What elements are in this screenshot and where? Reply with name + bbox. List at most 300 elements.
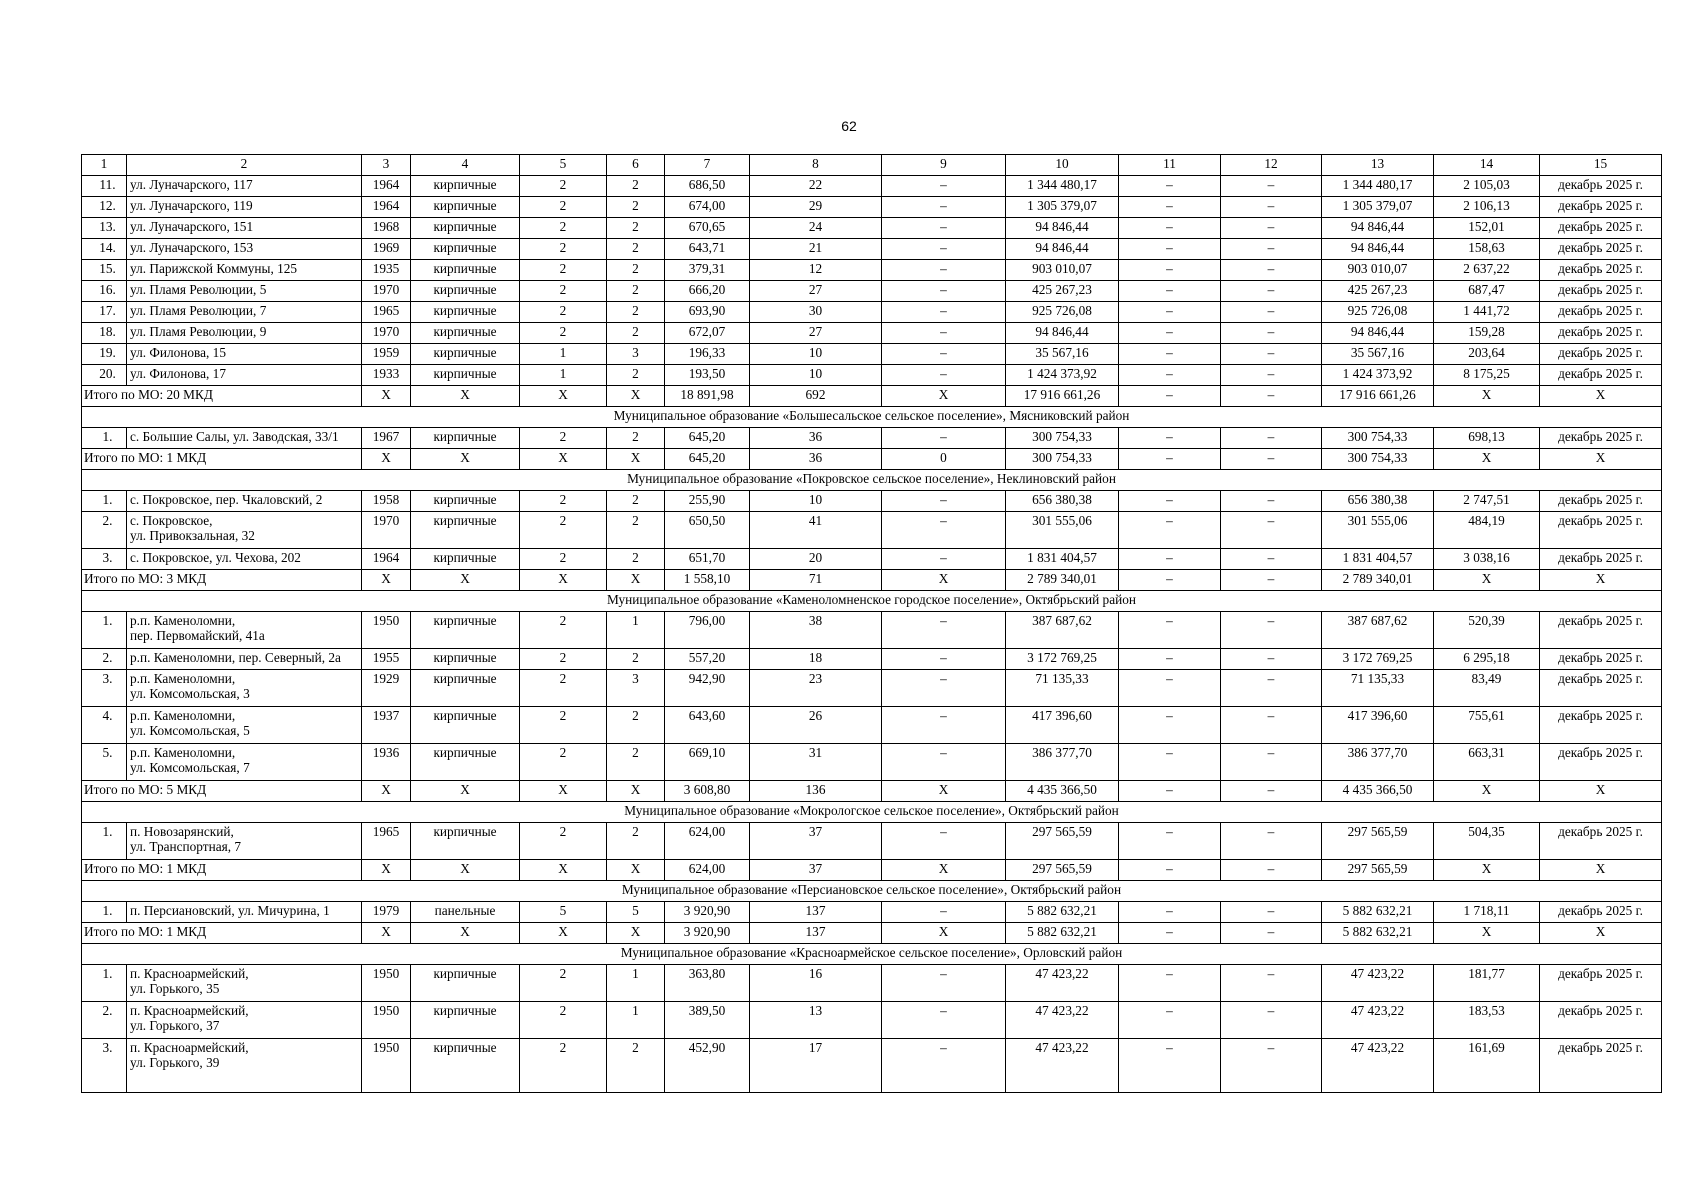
table-cell: 29 (750, 197, 882, 218)
address-cell: ул. Филонова, 17 (127, 365, 362, 386)
table-cell: 2 (520, 707, 607, 744)
table-cell: – (1221, 902, 1322, 923)
table-cell: 1950 (362, 1002, 411, 1039)
address-cell: р.п. Каменоломни, пер. Первомайский, 41а (127, 612, 362, 649)
table-cell: кирпичные (411, 281, 520, 302)
total-cell: X (520, 923, 607, 944)
table-cell: 1967 (362, 428, 411, 449)
total-label: Итого по МО: 1 МКД (82, 449, 362, 470)
total-cell: – (1119, 449, 1221, 470)
table-cell: декабрь 2025 г. (1540, 823, 1662, 860)
table-cell: 2 (520, 1039, 607, 1093)
table-cell: 1958 (362, 491, 411, 512)
table-cell: 417 396,60 (1006, 707, 1119, 744)
table-cell: 35 567,16 (1006, 344, 1119, 365)
total-cell: 1 558,10 (665, 570, 750, 591)
table-cell: 37 (750, 823, 882, 860)
table-cell: 624,00 (665, 823, 750, 860)
table-cell: 1979 (362, 902, 411, 923)
table-cell: 942,90 (665, 670, 750, 707)
table-cell: декабрь 2025 г. (1540, 744, 1662, 781)
table-cell: 484,19 (1434, 512, 1540, 549)
table-cell: декабрь 2025 г. (1540, 612, 1662, 649)
table-cell: – (1221, 670, 1322, 707)
table-cell: 23 (750, 670, 882, 707)
table-cell: 379,31 (665, 260, 750, 281)
column-number-cell: 3 (362, 155, 411, 176)
table-cell: – (1119, 612, 1221, 649)
table-cell: кирпичные (411, 491, 520, 512)
table-cell: 651,70 (665, 549, 750, 570)
table-cell: – (1221, 260, 1322, 281)
section-row (82, 944, 1662, 965)
table-cell: – (882, 512, 1006, 549)
table-body (82, 155, 1662, 1093)
table-cell: 1970 (362, 512, 411, 549)
table-cell: декабрь 2025 г. (1540, 302, 1662, 323)
table-cell: 1 344 480,17 (1006, 176, 1119, 197)
table-cell: кирпичные (411, 1039, 520, 1093)
table-row (82, 218, 1662, 239)
table-cell: 363,80 (665, 965, 750, 1002)
total-cell: X (411, 386, 520, 407)
row-number: 17. (82, 302, 127, 323)
total-cell: X (607, 781, 665, 802)
table-cell: – (882, 323, 1006, 344)
column-number-cell: 4 (411, 155, 520, 176)
column-number-cell: 1 (82, 155, 127, 176)
table-cell: 686,50 (665, 176, 750, 197)
table-row (82, 707, 1662, 744)
total-cell: X (362, 449, 411, 470)
table-cell: декабрь 2025 г. (1540, 323, 1662, 344)
table-row (82, 902, 1662, 923)
total-cell: X (882, 570, 1006, 591)
table-cell: 1965 (362, 302, 411, 323)
table-cell: 669,10 (665, 744, 750, 781)
table-cell: 386 377,70 (1322, 744, 1434, 781)
table-cell: 656 380,38 (1322, 491, 1434, 512)
total-cell: 5 882 632,21 (1322, 923, 1434, 944)
table-cell: 425 267,23 (1006, 281, 1119, 302)
table-cell: 47 423,22 (1006, 965, 1119, 1002)
table-cell: 300 754,33 (1006, 428, 1119, 449)
total-cell: X (1540, 923, 1662, 944)
section-row (82, 470, 1662, 491)
table-cell: кирпичные (411, 218, 520, 239)
total-cell: X (520, 781, 607, 802)
table-cell: 10 (750, 344, 882, 365)
table-cell: кирпичные (411, 649, 520, 670)
total-cell: 17 916 661,26 (1006, 386, 1119, 407)
table-cell: 387 687,62 (1006, 612, 1119, 649)
total-cell: X (1434, 781, 1540, 802)
total-cell: X (1434, 570, 1540, 591)
total-cell: X (362, 923, 411, 944)
table-cell: – (882, 260, 1006, 281)
total-cell: X (882, 781, 1006, 802)
table-cell: 2 (607, 823, 665, 860)
table-cell: 20 (750, 549, 882, 570)
total-cell: X (362, 570, 411, 591)
total-row (82, 860, 1662, 881)
total-cell: 71 (750, 570, 882, 591)
table-cell: 2 (607, 428, 665, 449)
table-cell: 301 555,06 (1322, 512, 1434, 549)
table-cell: 31 (750, 744, 882, 781)
housing-registry-table (81, 154, 1662, 1093)
table-cell: кирпичные (411, 612, 520, 649)
table-cell: 18 (750, 649, 882, 670)
table-cell: 425 267,23 (1322, 281, 1434, 302)
table-cell: – (1119, 823, 1221, 860)
table-cell: 203,64 (1434, 344, 1540, 365)
table-cell: 2 (607, 491, 665, 512)
table-cell: 297 565,59 (1006, 823, 1119, 860)
total-cell: 3 920,90 (665, 923, 750, 944)
table-cell: 1959 (362, 344, 411, 365)
address-cell: ул. Луначарского, 153 (127, 239, 362, 260)
table-cell: – (1119, 1002, 1221, 1039)
table-cell: кирпичные (411, 823, 520, 860)
address-cell: ул. Пламя Революции, 9 (127, 323, 362, 344)
table-cell: 2 (607, 649, 665, 670)
municipality-heading: Муниципальное образование «Персиановское сельское поселение», Октябрьский район (82, 881, 1662, 902)
municipality-heading: Муниципальное образование «Мокрологское сельское поселение», Октябрьский район (82, 802, 1662, 823)
table-cell: 2 (607, 218, 665, 239)
total-cell: 297 565,59 (1006, 860, 1119, 881)
table-row (82, 965, 1662, 1002)
column-number-cell: 8 (750, 155, 882, 176)
table-cell: – (1221, 1039, 1322, 1093)
row-number: 1. (82, 428, 127, 449)
table-cell: декабрь 2025 г. (1540, 512, 1662, 549)
table-cell: 1 831 404,57 (1006, 549, 1119, 570)
table-cell: – (882, 670, 1006, 707)
total-cell: 3 608,80 (665, 781, 750, 802)
table-cell: 2 (520, 302, 607, 323)
table-cell: 2 (607, 707, 665, 744)
column-number-cell: 14 (1434, 155, 1540, 176)
table-cell: – (1119, 1039, 1221, 1093)
table-cell: 452,90 (665, 1039, 750, 1093)
table-cell: 2 (520, 549, 607, 570)
table-cell: 666,20 (665, 281, 750, 302)
table-cell: 47 423,22 (1006, 1039, 1119, 1093)
total-cell: 300 754,33 (1322, 449, 1434, 470)
row-number: 14. (82, 239, 127, 260)
table-cell: 670,65 (665, 218, 750, 239)
table-cell: панельные (411, 902, 520, 923)
table-cell: 1970 (362, 281, 411, 302)
table-cell: 94 846,44 (1322, 218, 1434, 239)
table-cell: – (1119, 218, 1221, 239)
table-cell: 2 (607, 197, 665, 218)
total-cell: X (882, 386, 1006, 407)
table-cell: 47 423,22 (1322, 1002, 1434, 1039)
table-cell: декабрь 2025 г. (1540, 218, 1662, 239)
table-row (82, 1039, 1662, 1093)
table-cell: – (882, 491, 1006, 512)
address-cell: п. Красноармейский, ул. Горького, 35 (127, 965, 362, 1002)
table-row (82, 612, 1662, 649)
table-cell: 71 135,33 (1006, 670, 1119, 707)
table-cell: 16 (750, 965, 882, 1002)
table-cell: – (1221, 512, 1322, 549)
table-cell: 2 (520, 744, 607, 781)
section-row (82, 881, 1662, 902)
table-cell: 1 (520, 365, 607, 386)
table-cell: 1 (520, 344, 607, 365)
table-cell: 2 (520, 965, 607, 1002)
table-cell: кирпичные (411, 302, 520, 323)
table-cell: – (1119, 744, 1221, 781)
table-cell: 663,31 (1434, 744, 1540, 781)
row-number: 4. (82, 707, 127, 744)
table-cell: 196,33 (665, 344, 750, 365)
table-cell: 387 687,62 (1322, 612, 1434, 649)
total-cell: 2 789 340,01 (1322, 570, 1434, 591)
total-cell: 300 754,33 (1006, 449, 1119, 470)
table-cell: 3 038,16 (1434, 549, 1540, 570)
table-cell: 2 (607, 744, 665, 781)
table-cell: 2 (520, 823, 607, 860)
table-cell: 301 555,06 (1006, 512, 1119, 549)
table-cell: – (882, 649, 1006, 670)
table-cell: 137 (750, 902, 882, 923)
table-cell: – (1119, 239, 1221, 260)
table-cell: 94 846,44 (1006, 218, 1119, 239)
total-cell: – (1119, 923, 1221, 944)
table-cell: – (1221, 707, 1322, 744)
table-cell: 2 (520, 612, 607, 649)
total-row (82, 449, 1662, 470)
table-cell: – (1119, 428, 1221, 449)
table-cell: 94 846,44 (1006, 239, 1119, 260)
table-cell: 26 (750, 707, 882, 744)
table-row (82, 302, 1662, 323)
table-cell: – (1119, 649, 1221, 670)
address-cell: р.п. Каменоломни, ул. Комсомольская, 7 (127, 744, 362, 781)
row-number: 5. (82, 744, 127, 781)
table-cell: декабрь 2025 г. (1540, 1039, 1662, 1093)
table-cell: – (882, 365, 1006, 386)
table-cell: 643,60 (665, 707, 750, 744)
table-cell: 1 (607, 612, 665, 649)
table-cell: 35 567,16 (1322, 344, 1434, 365)
column-number-cell: 2 (127, 155, 362, 176)
table-cell: – (1221, 1002, 1322, 1039)
total-cell: X (411, 449, 520, 470)
row-number: 1. (82, 823, 127, 860)
table-cell: – (1119, 260, 1221, 281)
total-cell: X (1434, 860, 1540, 881)
table-row (82, 176, 1662, 197)
table-cell: – (1221, 612, 1322, 649)
row-number: 3. (82, 670, 127, 707)
municipality-heading: Муниципальное образование «Красноармейское сельское поселение», Орловский район (82, 944, 1662, 965)
total-label: Итого по МО: 20 МКД (82, 386, 362, 407)
address-cell: ул. Пламя Революции, 5 (127, 281, 362, 302)
table-cell: 5 882 632,21 (1006, 902, 1119, 923)
table-cell: – (882, 281, 1006, 302)
table-cell: – (1221, 649, 1322, 670)
table-cell: 2 (520, 1002, 607, 1039)
table-cell: 3 172 769,25 (1322, 649, 1434, 670)
page-number: 62 (841, 118, 857, 134)
table-cell: – (882, 239, 1006, 260)
table-cell: 1964 (362, 197, 411, 218)
table-cell: 698,13 (1434, 428, 1540, 449)
table-cell: 47 423,22 (1322, 1039, 1434, 1093)
total-cell: X (1540, 860, 1662, 881)
table-row (82, 491, 1662, 512)
table-cell: 1950 (362, 965, 411, 1002)
total-cell: – (1119, 570, 1221, 591)
table-cell: кирпичные (411, 239, 520, 260)
total-label: Итого по МО: 3 МКД (82, 570, 362, 591)
table-cell: кирпичные (411, 176, 520, 197)
total-cell: X (520, 570, 607, 591)
total-row (82, 386, 1662, 407)
table-cell: 22 (750, 176, 882, 197)
table-cell: декабрь 2025 г. (1540, 344, 1662, 365)
table-cell: кирпичные (411, 512, 520, 549)
column-number-cell: 11 (1119, 155, 1221, 176)
total-cell: 36 (750, 449, 882, 470)
total-cell: 2 789 340,01 (1006, 570, 1119, 591)
table-cell: декабрь 2025 г. (1540, 670, 1662, 707)
table-cell: 2 (607, 549, 665, 570)
table-cell: 2 637,22 (1434, 260, 1540, 281)
address-cell: ул. Луначарского, 117 (127, 176, 362, 197)
total-cell: 17 916 661,26 (1322, 386, 1434, 407)
address-cell: ул. Пламя Революции, 7 (127, 302, 362, 323)
row-number: 20. (82, 365, 127, 386)
total-cell: X (362, 781, 411, 802)
table-cell: 47 423,22 (1006, 1002, 1119, 1039)
address-cell: ул. Луначарского, 151 (127, 218, 362, 239)
table-row (82, 1002, 1662, 1039)
address-cell: с. Покровское, ул. Привокзальная, 32 (127, 512, 362, 549)
table-cell: кирпичные (411, 744, 520, 781)
table-cell: 152,01 (1434, 218, 1540, 239)
table-cell: – (882, 707, 1006, 744)
table-cell: 297 565,59 (1322, 823, 1434, 860)
table-cell: – (882, 549, 1006, 570)
row-number: 15. (82, 260, 127, 281)
table-cell: – (882, 218, 1006, 239)
table-cell: 36 (750, 428, 882, 449)
table-cell: – (882, 612, 1006, 649)
table-cell: 2 (520, 176, 607, 197)
table-cell: – (882, 902, 1006, 923)
total-cell: X (607, 449, 665, 470)
municipality-heading: Муниципальное образование «Каменоломненское городское поселение», Октябрьский район (82, 591, 1662, 612)
table-cell: 2 (607, 365, 665, 386)
table-cell: 8 175,25 (1434, 365, 1540, 386)
total-cell: X (411, 570, 520, 591)
table-cell: 94 846,44 (1006, 323, 1119, 344)
table-cell: 1933 (362, 365, 411, 386)
row-number: 1. (82, 612, 127, 649)
table-cell: 1964 (362, 549, 411, 570)
table-cell: 674,00 (665, 197, 750, 218)
table-cell: – (1119, 512, 1221, 549)
total-cell: X (520, 449, 607, 470)
table-cell: 13 (750, 1002, 882, 1039)
column-number-cell: 6 (607, 155, 665, 176)
table-row (82, 323, 1662, 344)
table-cell: декабрь 2025 г. (1540, 649, 1662, 670)
total-cell: X (882, 923, 1006, 944)
total-cell: – (1221, 449, 1322, 470)
total-cell: 136 (750, 781, 882, 802)
table-cell: 41 (750, 512, 882, 549)
total-cell: – (1221, 386, 1322, 407)
table-cell: – (882, 1002, 1006, 1039)
table-cell: кирпичные (411, 707, 520, 744)
address-cell: с. Большие Салы, ул. Заводская, 33/1 (127, 428, 362, 449)
table-cell: 386 377,70 (1006, 744, 1119, 781)
table-cell: – (1221, 491, 1322, 512)
row-number: 3. (82, 1039, 127, 1093)
total-cell: – (1221, 923, 1322, 944)
table-cell: 925 726,08 (1006, 302, 1119, 323)
total-cell: X (1434, 449, 1540, 470)
table-row (82, 428, 1662, 449)
table-cell: 1969 (362, 239, 411, 260)
address-cell: п. Новозарянский, ул. Транспортная, 7 (127, 823, 362, 860)
table-cell: декабрь 2025 г. (1540, 965, 1662, 1002)
table-cell: кирпичные (411, 323, 520, 344)
table-cell: 83,49 (1434, 670, 1540, 707)
total-cell: X (520, 386, 607, 407)
municipality-heading: Муниципальное образование «Покровское сельское поселение», Неклиновский район (82, 470, 1662, 491)
table-cell: 2 (607, 239, 665, 260)
table-cell: 2 (607, 176, 665, 197)
table-cell: 193,50 (665, 365, 750, 386)
table-cell: 3 (607, 670, 665, 707)
table-cell: декабрь 2025 г. (1540, 239, 1662, 260)
table-cell: 2 (607, 281, 665, 302)
table-row (82, 260, 1662, 281)
total-cell: 137 (750, 923, 882, 944)
table-cell: кирпичные (411, 260, 520, 281)
total-cell: X (411, 923, 520, 944)
table-cell: 1968 (362, 218, 411, 239)
table-cell: 255,90 (665, 491, 750, 512)
table-cell: 183,53 (1434, 1002, 1540, 1039)
table-cell: 2 (520, 323, 607, 344)
table-cell: – (1119, 670, 1221, 707)
table-cell: кирпичные (411, 365, 520, 386)
table-cell: 645,20 (665, 428, 750, 449)
address-cell: р.п. Каменоломни, пер. Северный, 2а (127, 649, 362, 670)
table-row (82, 823, 1662, 860)
column-number-cell: 15 (1540, 155, 1662, 176)
table-cell: 38 (750, 612, 882, 649)
table-cell: 2 (520, 491, 607, 512)
table-cell: – (1221, 744, 1322, 781)
table-cell: 5 882 632,21 (1322, 902, 1434, 923)
total-cell: – (1221, 570, 1322, 591)
table-cell: 1 305 379,07 (1322, 197, 1434, 218)
table-cell: – (1221, 323, 1322, 344)
table-cell: – (1221, 823, 1322, 860)
section-row (82, 407, 1662, 428)
row-number: 13. (82, 218, 127, 239)
